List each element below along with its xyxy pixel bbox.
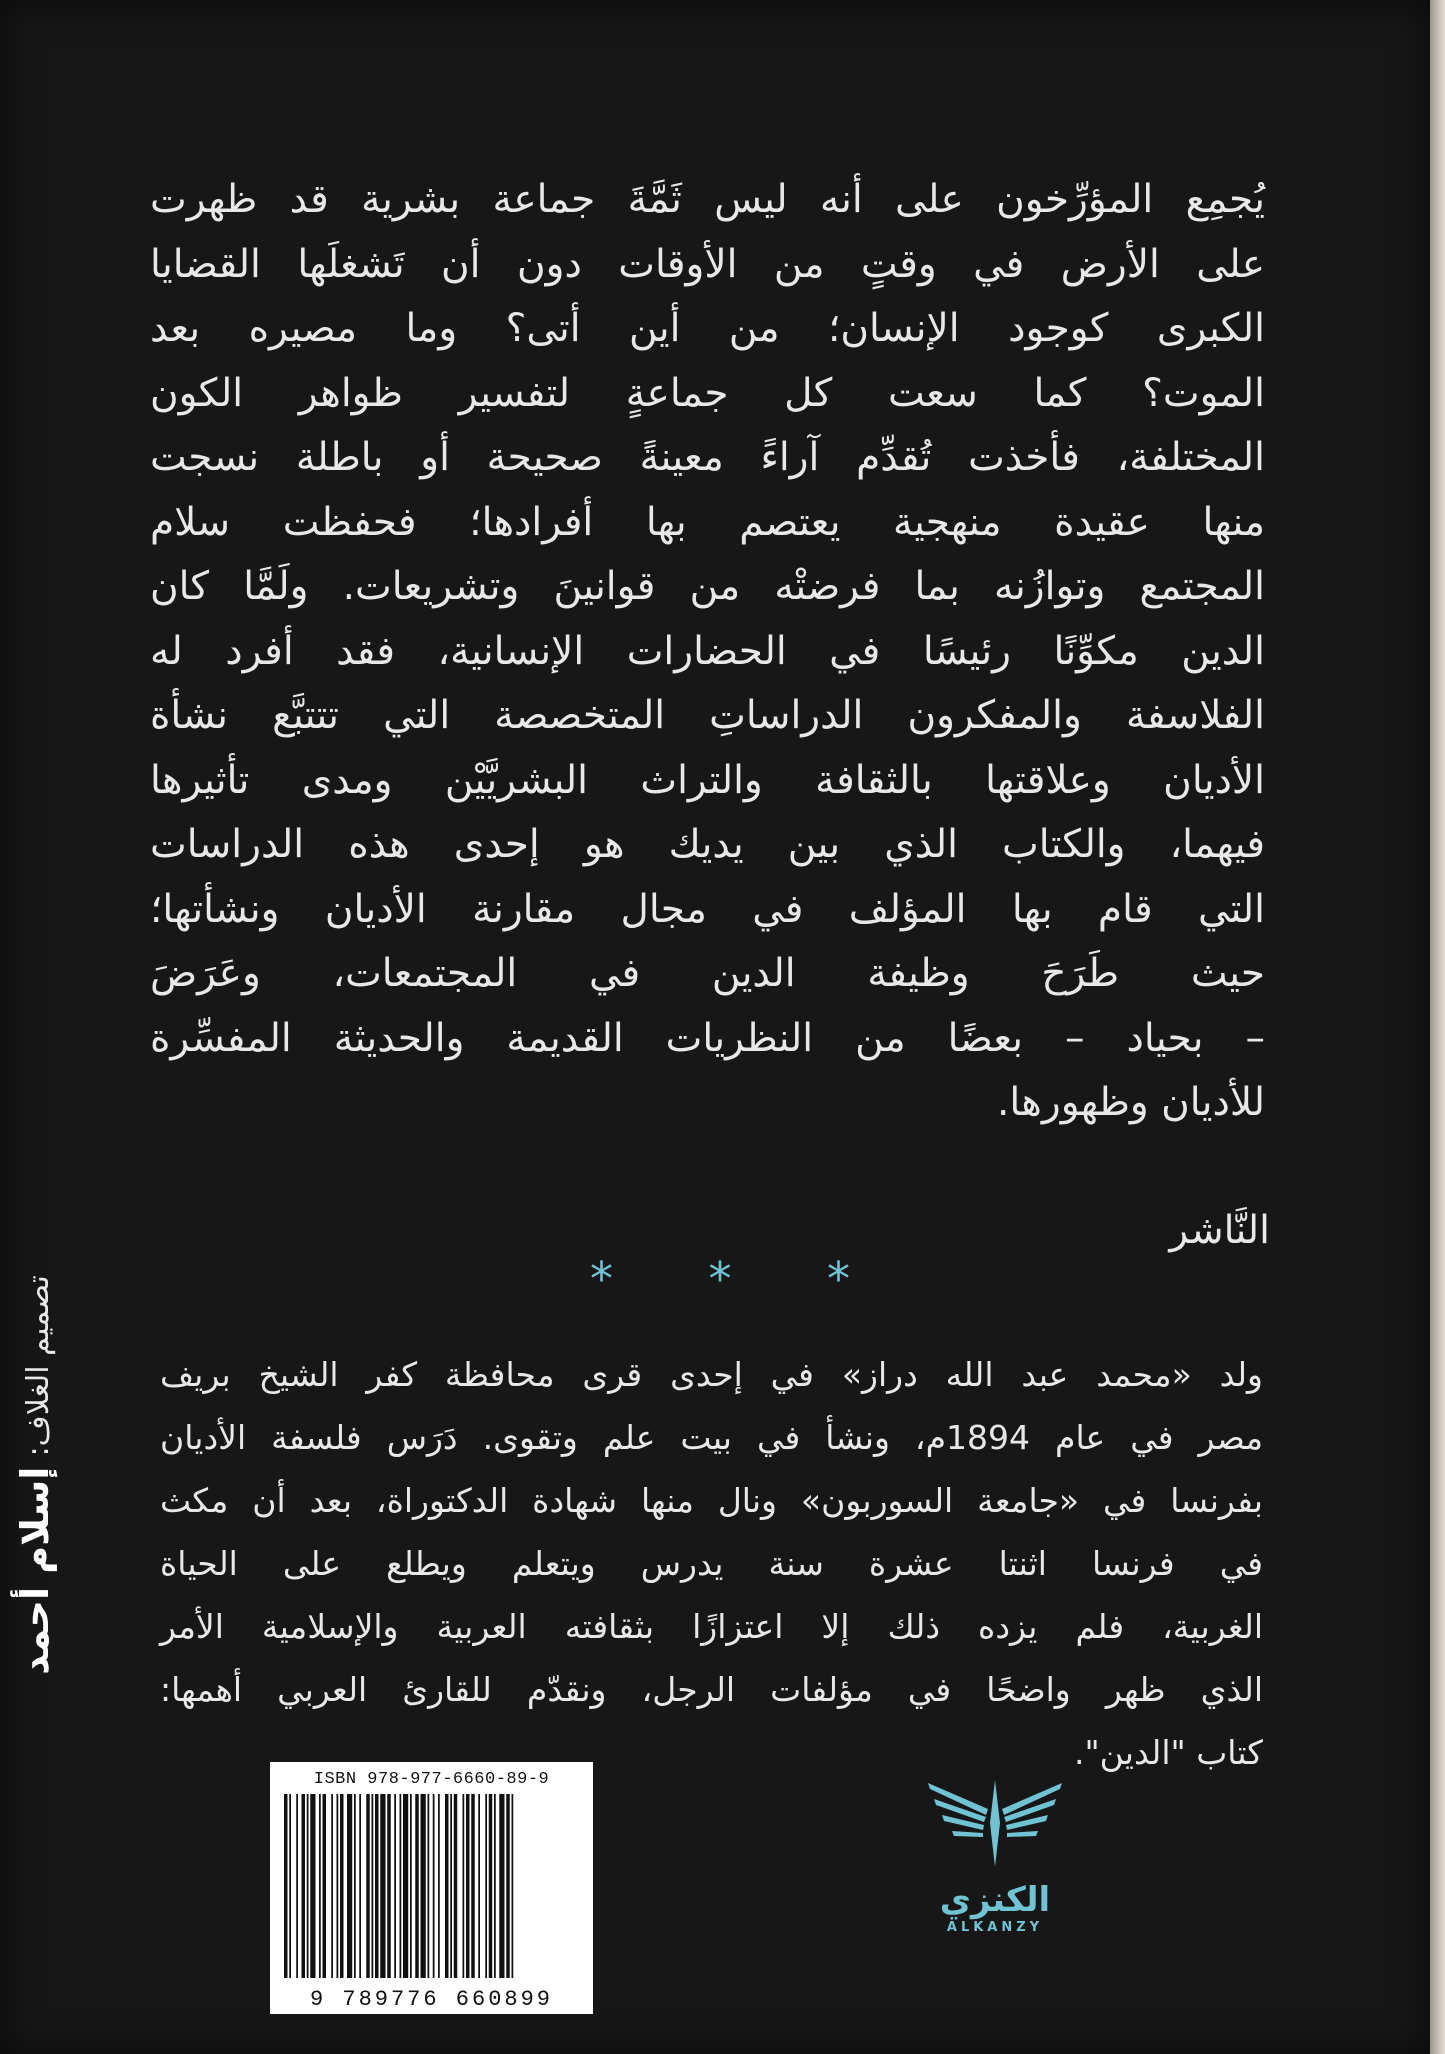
- barcode-bar: [415, 1794, 419, 1978]
- barcode-bar: [489, 1794, 493, 1978]
- barcode-bar: [380, 1794, 385, 1978]
- barcode-bar: [512, 1794, 514, 1978]
- barcode-bar: [506, 1794, 510, 1978]
- description-line: الدين مكوِّنًا رئيسًا في الحضارات الإنسانية، فقد أفرد له: [150, 628, 1265, 674]
- barcode-bar: [323, 1794, 327, 1978]
- barcode-bar: [485, 1794, 487, 1978]
- barcode-bar: [375, 1794, 379, 1978]
- barcode-bar: [289, 1794, 291, 1978]
- barcode-bar: [366, 1794, 370, 1978]
- barcode-bar: [403, 1794, 408, 1978]
- author-bio-line: الغربية، فلم يزده ذلك إلا اعتزازًا بثقافته العربية والإسلامية الأمر: [160, 1607, 1263, 1646]
- description-line: المجتمع وتوازُنه بما فرضتْه من قوانينَ وتشريعات. ولَمَّا كان: [150, 564, 1265, 609]
- barcode-bar: [372, 1794, 374, 1978]
- barcode-bar: [296, 1794, 298, 1978]
- star-icon: *: [708, 1252, 732, 1306]
- author-bio-line: كتاب "الدين".: [1074, 1733, 1263, 1772]
- description-line: التي قام بها المؤلف في مجال مقارنة الأديان ونشأتها؛: [150, 886, 1265, 932]
- description-line: الموت؟ كما سعت كل جماعةٍ لتفسير ظواهر الكون: [150, 370, 1265, 416]
- barcode-bar: [438, 1794, 440, 1978]
- description-line: – بحياد – بعضًا من النظريات القديمة والحديثة المفسِّرة: [150, 1015, 1265, 1061]
- description-line: فيهما، والكتاب الذي بين يديك هو إحدى هذه الدراسات: [150, 822, 1265, 867]
- author-bio: [160, 1343, 1263, 1784]
- barcode-bar: [445, 1794, 449, 1978]
- barcode-digits: 9 789776 660899: [309, 1987, 554, 2012]
- barcode-bar: [284, 1794, 288, 1978]
- barcode-bar: [428, 1794, 430, 1978]
- barcode-bar: [454, 1794, 458, 1978]
- barcode-bar: [466, 1794, 470, 1978]
- author-bio-line: الذي ظهر واضحًا في مؤلفات الرجل، ونقدّم للقارئ العربي أهمها:: [160, 1670, 1263, 1709]
- barcode-bar: [494, 1794, 496, 1978]
- isbn-barcode: [270, 1762, 593, 2014]
- barcode-bar: [450, 1794, 452, 1978]
- section-separator: [590, 1252, 850, 1306]
- description-line: الأديان وعلاقتها بالثقافة والتراث البشريَّيْن ومدى تأثيرها: [150, 757, 1265, 803]
- author-bio-line: في فرنسا اثنتا عشرة سنة يدرس ويتعلم ويطلع على الحياة: [160, 1544, 1263, 1583]
- wings-emblem-icon: [920, 1775, 1070, 1870]
- description-line: للأديان وظهورها.: [997, 1080, 1265, 1125]
- barcode-bar: [478, 1794, 480, 1978]
- description-line: الكبرى كوجود الإنسان؛ من أين أتى؟ وما مصيره بعد: [150, 306, 1265, 351]
- publisher-signature: النَّاشر: [1169, 1208, 1270, 1253]
- page-edge: [1430, 0, 1445, 2054]
- barcode-bar: [359, 1794, 361, 1978]
- barcode-bar: [433, 1794, 435, 1978]
- barcode-bar: [471, 1794, 475, 1978]
- barcode-bar: [410, 1794, 412, 1978]
- barcode-bar: [331, 1794, 333, 1978]
- book-description: [150, 168, 1265, 1136]
- description-line: المختلفة، فأخذت تُقدِّم آراءً معينةً صحيحة أو باطلة نسجت: [150, 435, 1265, 480]
- barcode-bar: [394, 1794, 396, 1978]
- barcode-bar: [347, 1794, 352, 1978]
- star-icon: *: [827, 1252, 850, 1306]
- barcode-bar: [387, 1794, 391, 1978]
- description-line: منها عقيدة منهجية يعتصم بها أفرادها؛ فحفظت سلام: [150, 499, 1265, 545]
- barcode-bar: [463, 1794, 465, 1978]
- description-line: حيث طَرَحَ وظيفة الدين في المجتمعات، وعَرَضَ: [150, 951, 1265, 996]
- publisher-logo-name: الكنزي: [939, 1880, 1051, 1920]
- isbn-label: ISBN 978-977-6660-89-9: [313, 1770, 550, 1789]
- barcode-bar: [307, 1794, 309, 1978]
- barcode-bar: [319, 1794, 321, 1978]
- barcode-bar: [421, 1794, 426, 1978]
- barcode-bar: [302, 1794, 306, 1978]
- author-bio-line: مصر في عام 1894م، ونشأ في بيت علم وتقوى. دَرَس فلسفة الأديان: [160, 1418, 1264, 1457]
- publisher-logo-latin: ALKANZY: [946, 1920, 1044, 1935]
- barcode-bar: [354, 1794, 356, 1978]
- barcode-bar: [400, 1794, 402, 1978]
- author-bio-line: ولد «محمد عبد الله دراز» في إحدى قرى محافظة كفر الشيخ بريف: [160, 1355, 1263, 1394]
- author-bio-line: بفرنسا في «جامعة السوربون» ونال منها شهادة الدكتوراة، بعد أن مكث: [160, 1481, 1263, 1520]
- description-line: الفلاسفة والمفكرون الدراساتِ المتخصصة التي تتتبَّع نشأة: [150, 693, 1265, 738]
- cover-credit-label: تصميم الغلاف:: [21, 1275, 56, 1457]
- cover-designer-name: إسلام أحمد: [13, 1466, 57, 1675]
- barcode-bar: [340, 1794, 344, 1978]
- cover-design-credit: [5, 1215, 65, 1735]
- publisher-logo: [920, 1775, 1070, 1965]
- description-line: يُجمِع المؤرِّخون على أنه ليس ثَمَّةَ جماعة بشرية قد ظهرت: [150, 177, 1265, 222]
- barcode-bars: [280, 1794, 583, 1978]
- barcode-bar: [499, 1794, 504, 1978]
- star-icon: *: [590, 1252, 613, 1306]
- description-line: على الأرض في وقتٍ من الأوقات دون أن تَشغلَها القضايا: [150, 241, 1265, 287]
- barcode-bar: [310, 1794, 315, 1978]
- barcode-bar: [337, 1794, 339, 1978]
